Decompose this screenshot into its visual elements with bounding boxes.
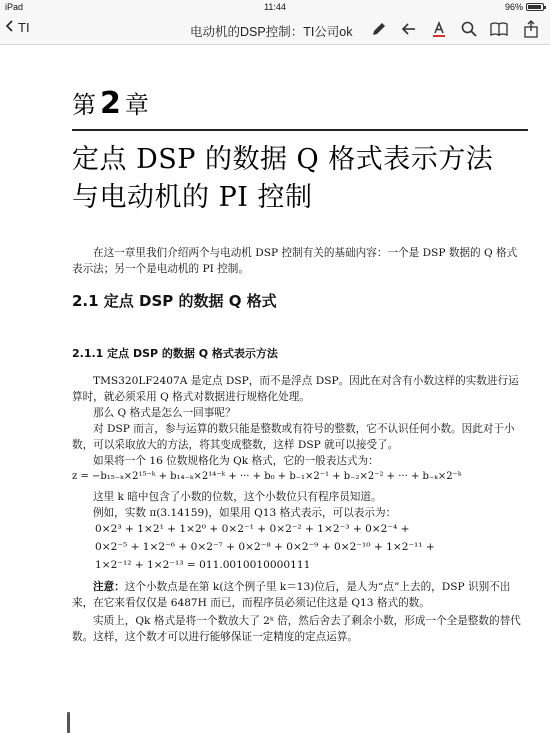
- chapter-title-line2: 与电动机的 PI 控制: [72, 182, 313, 213]
- battery-percent: 96%: [504, 2, 523, 12]
- search-icon[interactable]: [460, 20, 478, 38]
- reader-toolbar: [0, 14, 550, 45]
- pi-formula-line3: 1×2⁻¹² + 1×2⁻¹³ = 011.0010010000111: [95, 559, 311, 571]
- definition-line: 如果将一个 16 位数规格化为 Qk 格式，它的一般表达式为：: [93, 455, 379, 467]
- document-title: 电动机的DSP控制：TI公司ok: [190, 25, 353, 39]
- pi-formula-line1: 0×2³ + 1×2¹ + 1×2⁰ + 0×2⁻¹ + 0×2⁻² + 1×2⁻³ + 0×2⁻⁴ +: [95, 523, 410, 535]
- chapter-rule: [72, 129, 528, 131]
- paragraph-fixed-point: TMS320LF2407A 是定点 DSP，而不是浮点 DSP。因此在对含有小数这样的实数进行运算时，就必须采用 Q 格式对数据进行规格化处理。: [72, 375, 519, 403]
- text-color-icon[interactable]: [430, 20, 448, 38]
- chapter-heading: [72, 85, 149, 121]
- note-paragraph: [72, 579, 527, 611]
- paragraph-qk-scaling: 实质上，Qk 格式是将一个数放大了 2ᵏ 倍，然后舍去了剩余小数，形成一个全是整数的替代数。这样，这个数才可以进行能够保证一定精度的定点运算。: [72, 615, 521, 643]
- pencil-icon[interactable]: [370, 20, 388, 38]
- chapter-prefix: 第: [72, 91, 96, 119]
- chapter-title-line1: 定点 DSP 的数据 Q 格式表示方法: [72, 144, 494, 175]
- chevron-left-icon: [6, 20, 14, 35]
- status-bar: [0, 0, 550, 14]
- question-line: 那么 Q 格式是怎么一回事呢？: [93, 407, 236, 419]
- example-line: 例如，实数 π(3.14159)，如果用 Q13 格式表示，可以表示为：: [93, 507, 397, 519]
- pi-formula-line2: 0×2⁻⁵ + 1×2⁻⁶ + 0×2⁻⁷ + 0×2⁻⁸ + 0×2⁻⁹ + 0×2⁻¹⁰ + 1×2⁻¹¹ +: [95, 541, 435, 553]
- k-explanation-line: 这里 k 暗中包含了小数的位数，这个小数位只有程序员知道。: [93, 491, 382, 503]
- note-text: 这个小数点是在第 k(这个例子里 k＝13)位后，是人为“点”上去的，DSP 识别不出来，在它来看仅仅是 6487H 而已，而程序员必须记住这是 Q13 格式的数。: [72, 581, 511, 609]
- battery-status: [505, 2, 544, 12]
- document-page: [15, 45, 535, 733]
- general-formula: z = −b₁₅₋ₖ×2¹⁵⁻ᵏ + b₁₄₋ₖ×2¹⁴⁻ᵏ + ··· + b₀ + b₋₁×2⁻¹ + b₋₂×2⁻² + ··· + b₋ₖ×2⁻ᵏ: [72, 471, 462, 482]
- device-label: iPad: [5, 2, 24, 12]
- book-icon[interactable]: [490, 20, 508, 38]
- intro-paragraph: 在这一章里我们介绍两个与电动机 DSP 控制有关的基础内容：一个是 DSP 数据的 Q 格式表示法；另一个是电动机的 PI 控制。: [72, 247, 518, 275]
- chapter-suffix: 章: [124, 91, 149, 119]
- back-button[interactable]: [6, 20, 30, 35]
- section-heading: 2.1 定点 DSP 的数据 Q 格式: [72, 292, 277, 310]
- battery-icon: [526, 3, 544, 11]
- back-label: TI: [18, 20, 30, 35]
- note-label: 注意：: [93, 581, 125, 593]
- clock: 11:44: [264, 2, 286, 12]
- undo-arrow-icon[interactable]: [400, 20, 418, 38]
- share-icon[interactable]: [522, 20, 540, 38]
- chapter-number: 2: [100, 86, 121, 121]
- page-scrollbar[interactable]: [67, 712, 70, 733]
- subsection-heading: 2.1.1 定点 DSP 的数据 Q 格式表示方法: [72, 347, 278, 360]
- paragraph-integers: 对 DSP 而言，参与运算的数只能是整数或有符号的整数，它不认识任何小数。因此对于小数，可以采取放大的方法，将其变成整数，这样 DSP 就可以接受了。: [72, 423, 515, 451]
